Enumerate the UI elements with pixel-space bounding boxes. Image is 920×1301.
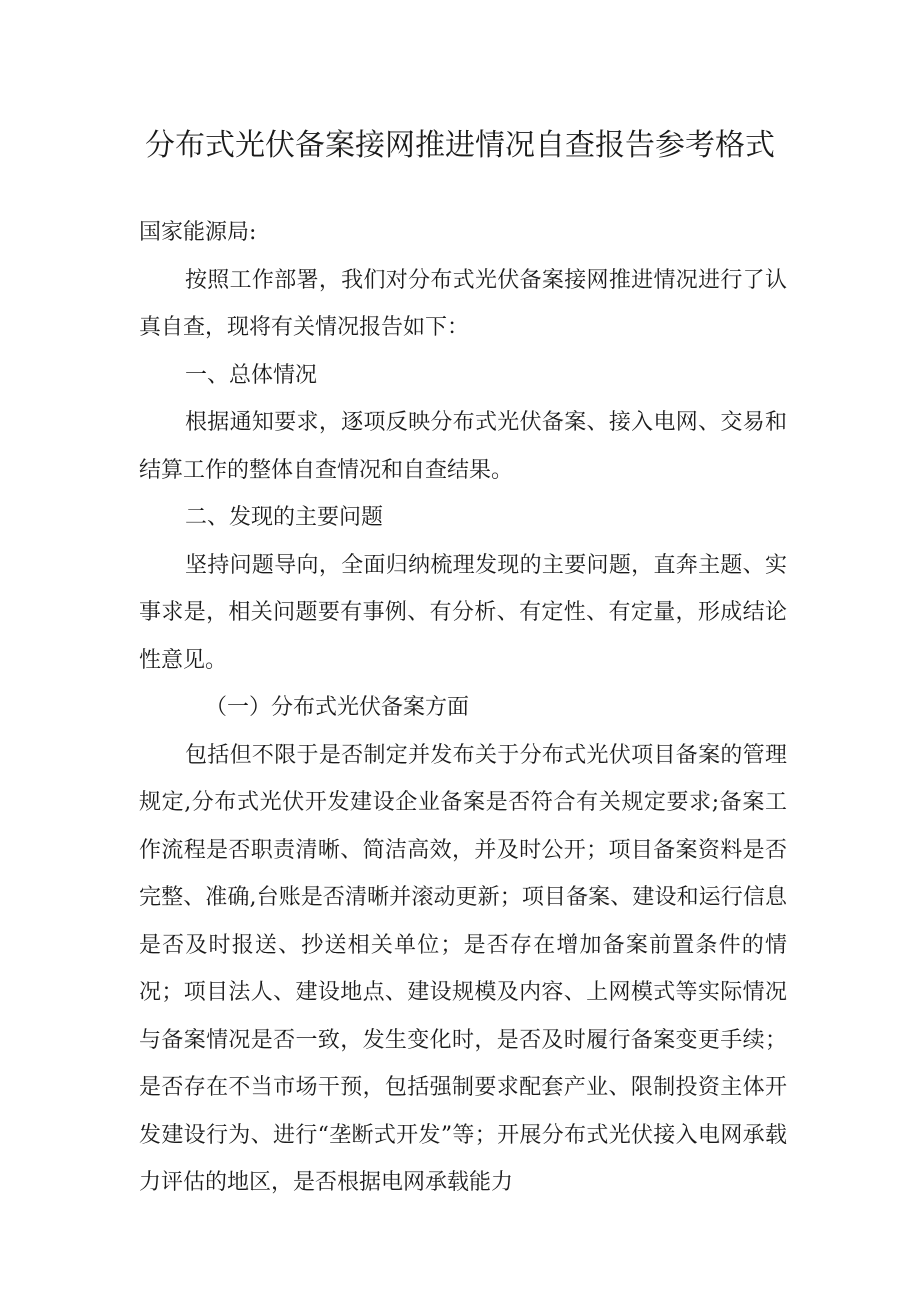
salutation: 国家能源局: xyxy=(139,220,257,245)
subsection-1-paragraph: 包括但不限于是否制定并发布关于分布式光伏项目备案的管理规定,分布式光伏开发建设企业备案是否符合有关规定要求;备案工作流程是否职责清晰、简洁高效，并及时公开；项目备案资料是否完整、准确,台账是否清晰并滚动更新；项目备案、建设和运行信息是否及时报送、抄送相关单位；是否存在增加备案前置条件的情况；项目法人、建设地点、建设规模及内容、上网模式等实际情况与备案情况是否一致，发生变化时，是否及时履行备案变更手续；是否存在不当市场干预，包括强制要求配套产业、限制投资主体开发建设行为、进行“垄断式开发”等；开展分布式光伏接入电网承载力评估的地区，是否根据电网承载能力 xyxy=(139,742,787,1195)
document-title: 分布式光伏备案接网推进情况自查报告参考格式 xyxy=(145,128,775,163)
section-2-heading: 二、发现的主要问题 xyxy=(185,505,384,530)
section-2-paragraph: 坚持问题导向，全面归纳梳理发现的主要问题，直奔主题、实事求是，相关问题要有事例、有分析、有定性、有定量，形成结论性意见。 xyxy=(139,552,787,673)
section-1-heading: 一、总体情况 xyxy=(185,362,318,388)
document-body xyxy=(139,209,787,1207)
subsection-1-heading: （一）分布式光伏备案方面 xyxy=(205,695,470,720)
intro-paragraph: 按照工作部署，我们对分布式光伏备案接网推进情况进行了认真自查，现将有关情况报告如下： xyxy=(139,267,787,340)
section-1-paragraph: 根据通知要求，逐项反映分布式光伏备案、接入电网、交易和结算工作的整体自查情况和自查结果。 xyxy=(139,410,787,483)
